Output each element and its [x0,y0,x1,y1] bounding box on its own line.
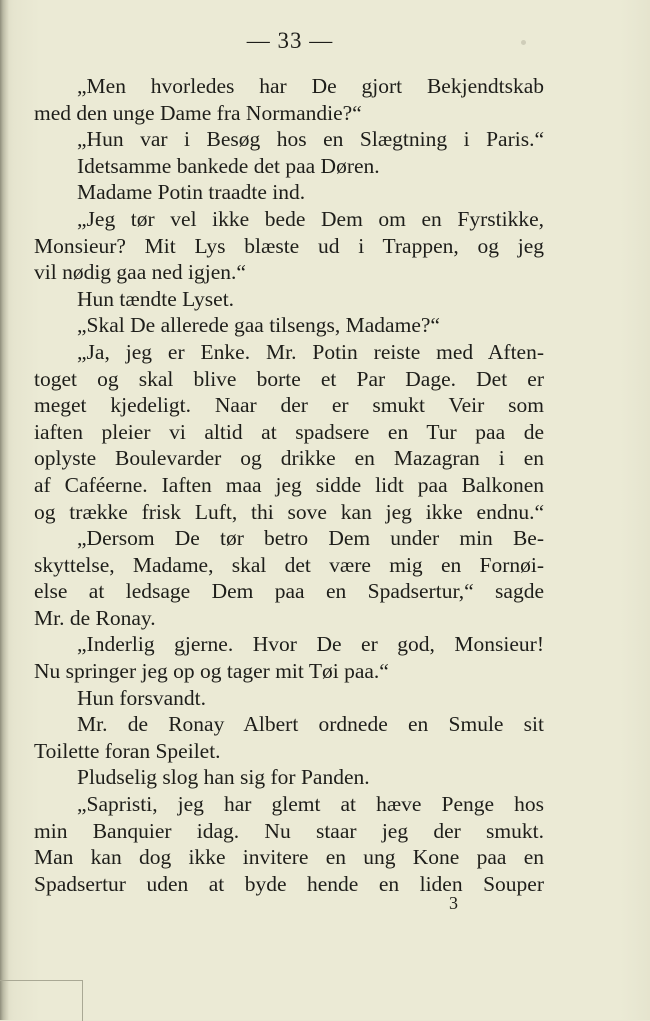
text-line: skyttelse, Madame, skal det være mig en Fornøi- [34,552,544,577]
page-binding-edge [0,0,9,1020]
text-line: „Inderlig gjerne. Hvor De er god, Monsieur! [77,632,544,657]
text-line: „Jeg tør vel ikke bede Dem om en Fyrstikke, [77,206,544,231]
page-number: — 33 — [246,28,334,53]
text-line: toget og skal blive borte et Par Dage. Det er [34,366,544,391]
page-corner-mark [0,980,83,1021]
text-line: meget kjedeligt. Naar der er smukt Veir som [34,393,544,418]
text-line: Mr. de Ronay. [34,605,156,630]
text-line: oplyste Boulevarder og drikke en Mazagran i en [34,446,544,471]
text-line: Monsieur? Mit Lys blæste ud i Trappen, og jeg [34,233,544,258]
text-line: Mr. de Ronay Albert ordnede en Smule sit [77,712,544,737]
text-line: „Hun var i Besøg hos en Slægtning i Paris.“ [77,127,544,152]
text-line: „Men hvorledes har De gjort Bekjendtskab [77,74,544,98]
text-line: Hun forsvandt. [77,685,206,710]
text-line: „Dersom De tør betro Dem under min Be- [77,526,544,551]
text-line: Nu springer jeg op og tager mit Tøi paa.“ [34,659,389,684]
text-line: og trække frisk Luft, thi sove kan jeg ikke endnu.“ [34,499,544,524]
text-line: else at ledsage Dem paa en Spadsertur,“ sagde [34,579,544,604]
text-line: iaften pleier vi altid at spadsere en Tur paa de [34,419,544,444]
text-line: af Caféerne. Iaften maa jeg sidde lidt paa Balkonen [34,472,544,497]
text-line: Toilette foran Speilet. [34,738,221,763]
text-line: „Ja, jeg er Enke. Mr. Potin reiste med Aften- [77,339,544,364]
text-line: „Sapristi, jeg har glemt at hæve Penge hos [77,792,544,817]
text-line: Madame Potin traadte ind. [77,180,306,205]
printer-signature-mark: 3 [449,893,458,913]
text-line: Pludselig slog han sig for Panden. [77,765,370,790]
body-text [34,73,544,897]
text-line: Man kan dog ikke invitere en ung Kone paa en [34,845,544,870]
text-line: „Skal De allerede gaa tilsengs, Madame?“ [77,313,440,338]
text-line: med den unge Dame fra Normandie?“ [34,100,362,125]
text-line: Spadsertur uden at byde hende en liden Souper [34,871,544,896]
text-line: vil nødig gaa ned igjen.“ [34,260,246,285]
text-line: Idetsamme bankede det paa Døren. [77,153,380,178]
text-line: Hun tændte Lyset. [77,286,235,311]
text-line: min Banquier idag. Nu staar jeg der smukt. [34,818,544,843]
